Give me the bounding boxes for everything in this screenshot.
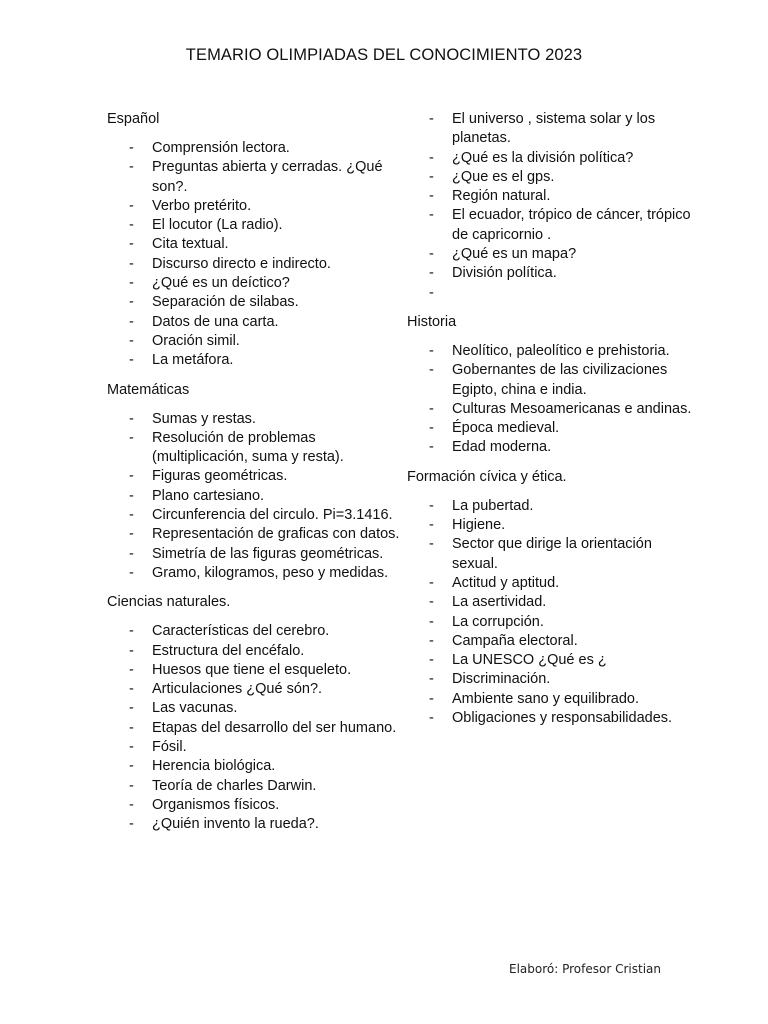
list-item: - Campaña electoral. [407, 632, 697, 651]
list-item: - Gramo, kilogramos, peso y medidas. [107, 564, 407, 583]
list-item: - Culturas Mesoamericanas e andinas. [407, 400, 697, 419]
list-item: - Edad moderna. [407, 438, 697, 457]
list-item: - División política. [407, 264, 697, 283]
list-item: - Ambiente sano y equilibrado. [407, 690, 697, 709]
list-item: - Sumas y restas. [107, 410, 407, 429]
list-item: - ¿Que es el gps. [407, 168, 697, 187]
section-heading: Español [107, 111, 160, 127]
list-item: - El ecuador, trópico de cáncer, trópico de capricornio . [407, 206, 697, 245]
list-item: - Articulaciones ¿Qué són?. [107, 680, 407, 699]
topic-section [107, 593, 407, 834]
list-item: - Circunferencia del circulo. Pi=3.1416. [107, 506, 407, 525]
topic-section [407, 468, 697, 729]
list-item: - Oración simil. [107, 332, 407, 351]
page-title: TEMARIO OLIMPIADAS DEL CONOCIMIENTO 2023 [185, 46, 583, 64]
section-heading: Matemáticas [107, 381, 190, 398]
list-item: - ¿Qué es un mapa? [407, 245, 697, 264]
list-item: - Representación de graficas con datos. [107, 525, 407, 544]
list-item: - Región natural. [407, 187, 697, 206]
list-item: - Actitud y aptitud. [407, 574, 697, 593]
list-item: - Verbo pretérito. [107, 197, 407, 216]
list-item: - Estructura del encéfalo. [107, 642, 407, 661]
list-item: - Higiene. [407, 516, 697, 535]
list-item: - Cita textual. [107, 235, 407, 254]
topic-list [107, 139, 407, 371]
list-item: - La pubertad. [407, 497, 697, 516]
list-item: - Huesos que tiene el esqueleto. [107, 661, 407, 680]
topic-section [107, 381, 407, 584]
list-item: - Preguntas abierta y cerradas. ¿Qué son?. [107, 158, 407, 197]
topic-section [407, 313, 697, 458]
list-item: - La asertividad. [407, 593, 697, 612]
topic-list [107, 410, 407, 584]
list-item: - Organismos físicos. [107, 796, 407, 815]
list-item: - Comprensión lectora. [107, 139, 407, 158]
list-item: - La UNESCO ¿Qué es ¿ [407, 651, 697, 670]
list-item: - Teoría de charles Darwin. [107, 777, 407, 796]
list-item: - Etapas del desarrollo del ser humano. [107, 719, 407, 738]
list-item: - Obligaciones y responsabilidades. [407, 709, 697, 728]
section-heading: Historia [407, 313, 457, 330]
list-item: - Época medieval. [407, 419, 697, 438]
list-item: - Características del cerebro. [107, 622, 407, 641]
list-item: - La corrupción. [407, 613, 697, 632]
list-item: - Discurso directo e indirecto. [107, 255, 407, 274]
list-item: - Gobernantes de las civilizaciones Egipto, china e india. [407, 361, 697, 400]
list-item: - Datos de una carta. [107, 313, 407, 332]
list-item: - Sector que dirige la orientación sexual. [407, 535, 697, 574]
list-item: - ¿Quién invento la rueda?. [107, 815, 407, 834]
list-item: - Las vacunas. [107, 699, 407, 718]
topic-section [407, 110, 697, 303]
list-item: - Figuras geométricas. [107, 467, 407, 486]
list-item: - Neolítico, paleolítico e prehistoria. [407, 342, 697, 361]
topic-section [107, 110, 407, 371]
list-item: - Simetría de las figuras geométricas. [107, 545, 407, 564]
list-item: - El universo , sistema solar y los planetas. [407, 110, 697, 149]
footer-credit: Elaboró: Profesor Cristian [509, 962, 661, 976]
topic-list [407, 110, 697, 303]
section-heading: Formación cívica y ética. [407, 468, 567, 485]
list-item: - Discriminación. [407, 670, 697, 689]
list-item: - La metáfora. [107, 351, 407, 370]
list-item: - Resolución de problemas (multiplicación, suma y resta). [107, 429, 407, 468]
topic-list [407, 342, 697, 458]
list-item: - Separación de silabas. [107, 293, 407, 312]
list-item: - Herencia biológica. [107, 757, 407, 776]
list-item [407, 284, 697, 303]
topic-list [107, 622, 407, 834]
list-item: - Fósil. [107, 738, 407, 757]
topic-list [407, 497, 697, 729]
list-item: - ¿Qué es la división política? [407, 149, 697, 168]
right-column [407, 110, 697, 738]
section-heading: Ciencias naturales. [107, 594, 231, 611]
list-item: - ¿Qué es un deíctico? [107, 274, 407, 293]
list-item: - Plano cartesiano. [107, 487, 407, 506]
list-item: - El locutor (La radio). [107, 216, 407, 235]
left-column [107, 110, 407, 845]
